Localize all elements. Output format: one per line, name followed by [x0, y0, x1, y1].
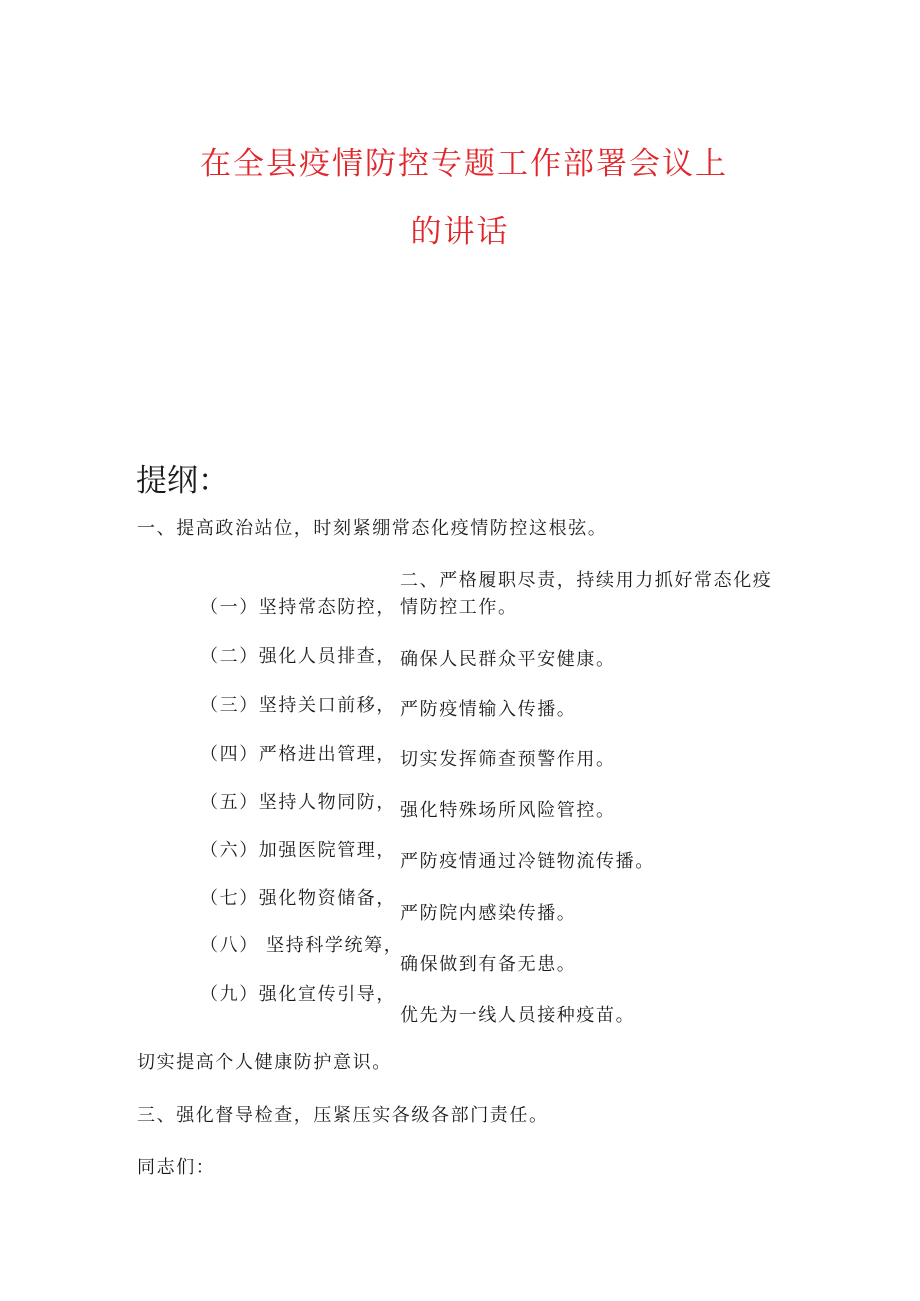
right-phrase-5: 严防疫情通过冷链物流传播。 [400, 851, 655, 872]
section-2-heading-line-2: 情防控工作。 [400, 597, 518, 618]
subitem-3: （三）坚持关口前移， [200, 695, 396, 716]
right-phrase-7: 确保做到有备无患。 [400, 954, 577, 975]
right-phrase-1: 确保人民群众平安健康。 [400, 649, 616, 670]
subitem-6: （六）加强医院管理， [200, 840, 396, 861]
right-phrase-3: 切实发挥筛查预警作用。 [400, 749, 616, 770]
subitem-2: （二）强化人员排查， [200, 646, 396, 667]
document-title-line-2: 的讲话 [410, 214, 510, 250]
subitem-7: （七）强化物资储备， [200, 888, 396, 909]
subitem-8: （八） 坚持科学统筹， [200, 935, 404, 956]
section-2-heading-line-1: 二、严格履职尽责，持续用力抓好常态化疫 [400, 570, 773, 591]
subitem-1: （一）坚持常态防控， [200, 597, 396, 618]
right-phrase-2: 严防疫情输入传播。 [400, 699, 577, 720]
greeting: 同志们： [137, 1157, 216, 1178]
subitem-9: （九）强化宣传引导， [200, 984, 396, 1005]
subitem-4: （四）严格进出管理， [200, 744, 396, 765]
document-title-line-1: 在全县疫情防控专题工作部署会议上 [200, 146, 728, 182]
section-3-heading: 三、强化督导检查，压紧压实各级各部门责任。 [137, 1105, 549, 1126]
health-protection-line: 切实提高个人健康防护意识。 [137, 1052, 392, 1073]
right-phrase-6: 严防院内感染传播。 [400, 903, 577, 924]
outline-heading: 提纲： [136, 463, 229, 499]
subitem-5: （五）坚持人物同防， [200, 792, 396, 813]
right-phrase-4: 强化特殊场所风险管控。 [400, 800, 616, 821]
section-1-heading: 一、提高政治站位，时刻紧绷常态化疫情防控这根弦。 [137, 518, 608, 539]
right-phrase-8: 优先为一线人员接种疫苗。 [400, 1005, 636, 1026]
